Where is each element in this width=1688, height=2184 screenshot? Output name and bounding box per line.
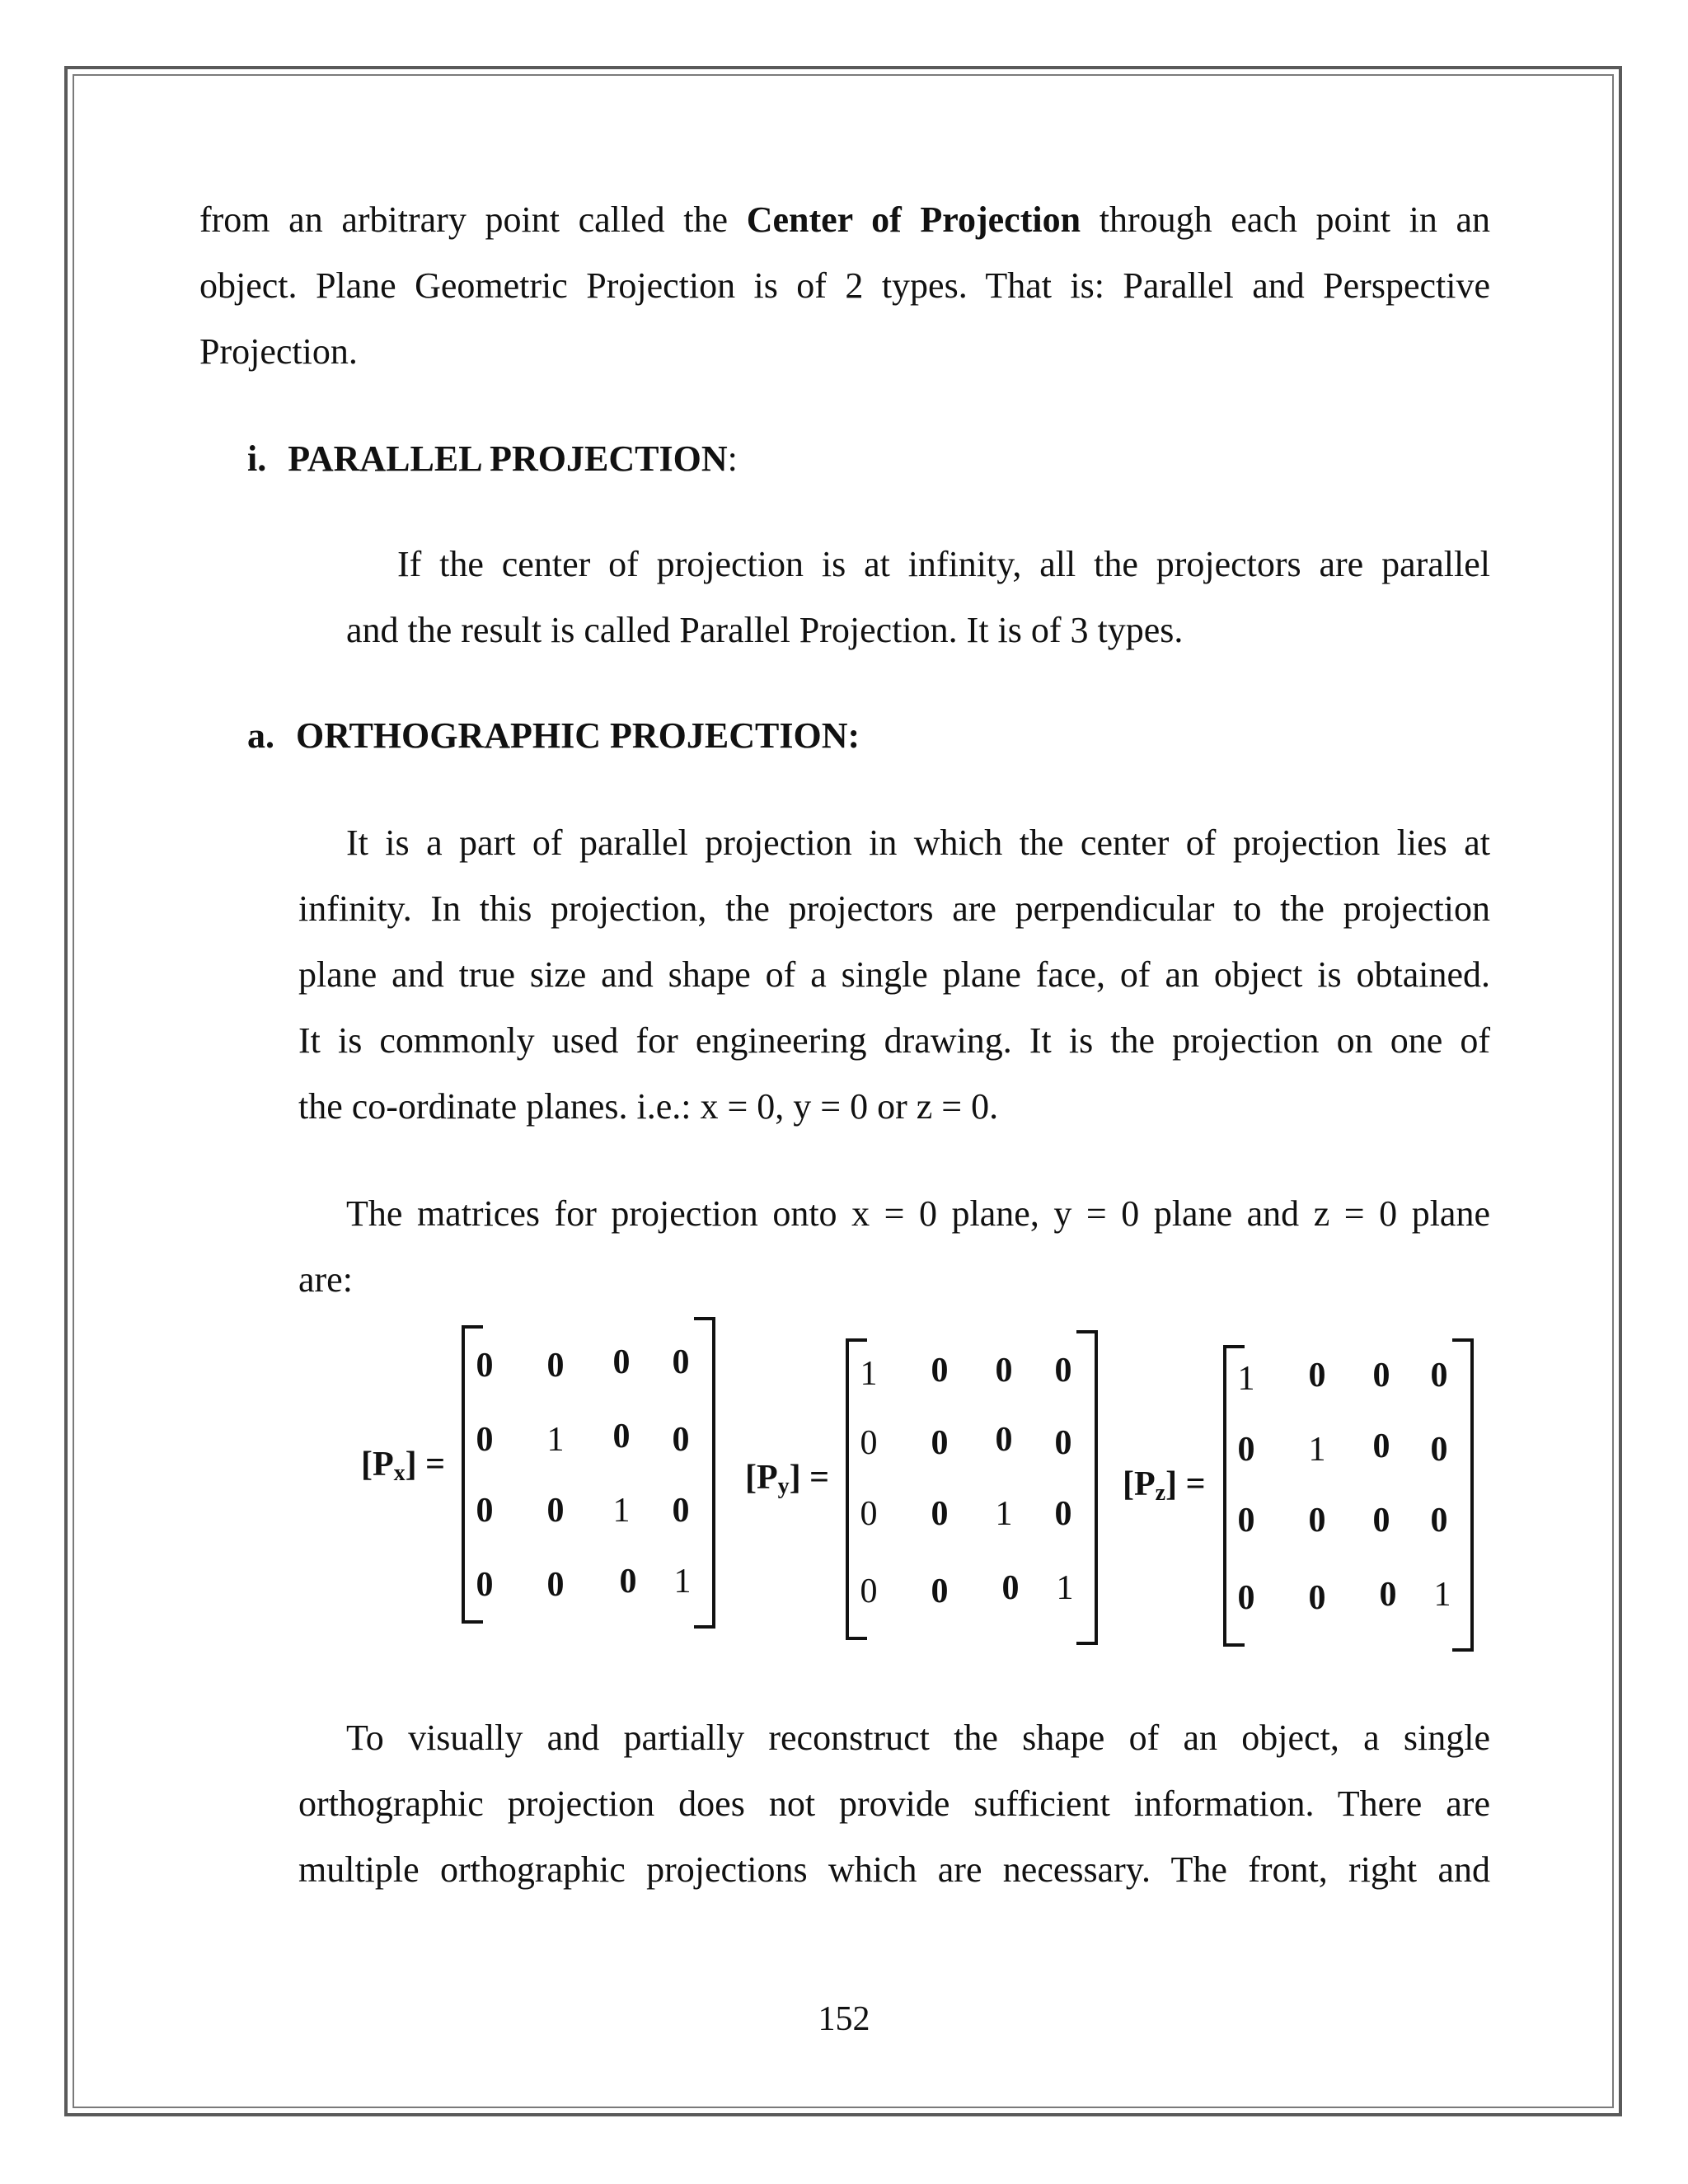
matrix-cell: 0: [1237, 1431, 1255, 1469]
matrix-cell: 0: [612, 1418, 631, 1455]
page-number: 152: [818, 2000, 870, 2038]
matrix-cell: 1: [1056, 1569, 1074, 1607]
matrix-cell: 0: [546, 1492, 565, 1530]
paragraph-line: orthographic projection does not provide sufficient information. There are: [298, 1783, 1490, 1824]
text-run: from an arbitrary point called the: [199, 199, 747, 240]
paragraph-line: multiple orthographic projections which are necessary. The front, right and: [298, 1849, 1490, 1890]
matrix-cell: 1: [673, 1563, 692, 1601]
paragraph-line: object. Plane Geometric Projection is of 2 types. That is: Parallel and Perspective: [199, 265, 1490, 306]
paragraph-line: It is a part of parallel projection in which the center of projection lies at: [346, 823, 1490, 863]
paragraph-line: To visually and partially reconstruct the shape of an object, a single: [346, 1718, 1490, 1758]
matrix-cell: 0: [931, 1495, 949, 1533]
matrix-cell: 0: [672, 1492, 690, 1530]
paragraph-line: Projection.: [199, 331, 358, 372]
matrix-label: $[P_z]$ =: [1123, 1465, 1206, 1506]
matrix-cell: 0: [476, 1566, 494, 1604]
matrix-cell: 0: [1430, 1431, 1448, 1469]
matrix-cell: 0: [546, 1566, 565, 1604]
matrix-cell: 0: [931, 1352, 949, 1390]
heading-title: ORTHOGRAPHIC PROJECTION:: [296, 715, 860, 756]
matrix-cell: 1: [860, 1355, 878, 1393]
list-marker: a.: [247, 715, 274, 756]
heading-title: PARALLEL PROJECTION: [288, 438, 728, 479]
matrix-cell: 0: [476, 1492, 494, 1530]
matrix-cell: 1: [1308, 1431, 1326, 1469]
matrix-label: $[P_x]$ =: [361, 1446, 446, 1486]
matrix-cell: 0: [1308, 1502, 1326, 1540]
matrix-cell: 0: [1372, 1502, 1390, 1540]
heading-colon: :: [727, 438, 738, 479]
paragraph-line: infinity. In this projection, the projectors are perpendicular to the projection: [298, 888, 1490, 929]
matrix-cell: 0: [619, 1563, 637, 1601]
matrix-cell: 1: [1433, 1576, 1451, 1614]
list-marker: i.: [247, 438, 267, 479]
matrix-cell: 0: [1054, 1352, 1072, 1390]
matrix-cell: 1: [612, 1492, 631, 1530]
text-run: through each point in an: [1081, 199, 1491, 240]
paragraph-line: plane and true size and shape of a single plane face, of an object is obtained.: [298, 954, 1490, 995]
matrix-cell: 0: [1430, 1357, 1448, 1394]
matrix-cell: 0: [1430, 1502, 1448, 1540]
matrix-cell: 0: [1001, 1569, 1020, 1607]
matrix-label: $[P_y]$ =: [745, 1459, 830, 1499]
matrix-cell: 0: [860, 1424, 878, 1462]
matrix-cell: 0: [1054, 1424, 1072, 1462]
matrix-cell: 0: [1308, 1579, 1326, 1617]
matrix-cell: 0: [1237, 1579, 1255, 1617]
matrix-cell: 0: [931, 1424, 949, 1462]
matrix-cell: 0: [1308, 1357, 1326, 1394]
paragraph-line: and the result is called Parallel Projection. It is of 3 types.: [346, 610, 1184, 650]
matrix-cell: 1: [1237, 1360, 1255, 1398]
matrix-cell: 0: [476, 1347, 494, 1385]
matrix-cell: 0: [931, 1572, 949, 1610]
matrix-cell: 0: [1372, 1427, 1390, 1465]
matrix-cell: 0: [612, 1343, 631, 1381]
matrix-cell: 0: [672, 1343, 690, 1381]
matrix-cell: 0: [672, 1421, 690, 1459]
section-heading-orthographic: [247, 714, 860, 758]
section-heading-parallel: [247, 437, 738, 481]
matrix-cell: 0: [1379, 1576, 1397, 1614]
paragraph-line: the co-ordinate planes. i.e.: x = 0, y = 0 or z = 0.: [298, 1086, 999, 1127]
paragraph-line: If the center of projection is at infinity, all the projectors are parallel: [397, 544, 1490, 584]
paragraph-line: It is commonly used for engineering drawing. It is the projection on one of: [298, 1020, 1490, 1061]
matrix-cell: 1: [546, 1421, 565, 1459]
matrix-cell: 1: [995, 1495, 1013, 1533]
paragraph-line: The matrices for projection onto x = 0 plane, y = 0 plane and z = 0 plane: [346, 1193, 1490, 1234]
matrix-cell: 0: [860, 1572, 878, 1610]
paragraph-line: [199, 198, 1490, 242]
paragraph-line: are:: [298, 1259, 353, 1300]
matrix-cell: 0: [995, 1421, 1013, 1459]
matrix-cell: 0: [860, 1495, 878, 1533]
matrix-cell: 0: [995, 1352, 1013, 1390]
matrix-cell: 0: [1372, 1357, 1390, 1394]
matrix-cell: 0: [546, 1347, 565, 1385]
matrix-cell: 0: [476, 1421, 494, 1459]
matrix-cell: 0: [1237, 1502, 1255, 1540]
term-center-of-projection: Center of Projection: [746, 199, 1081, 240]
matrix-cell: 0: [1054, 1495, 1072, 1533]
